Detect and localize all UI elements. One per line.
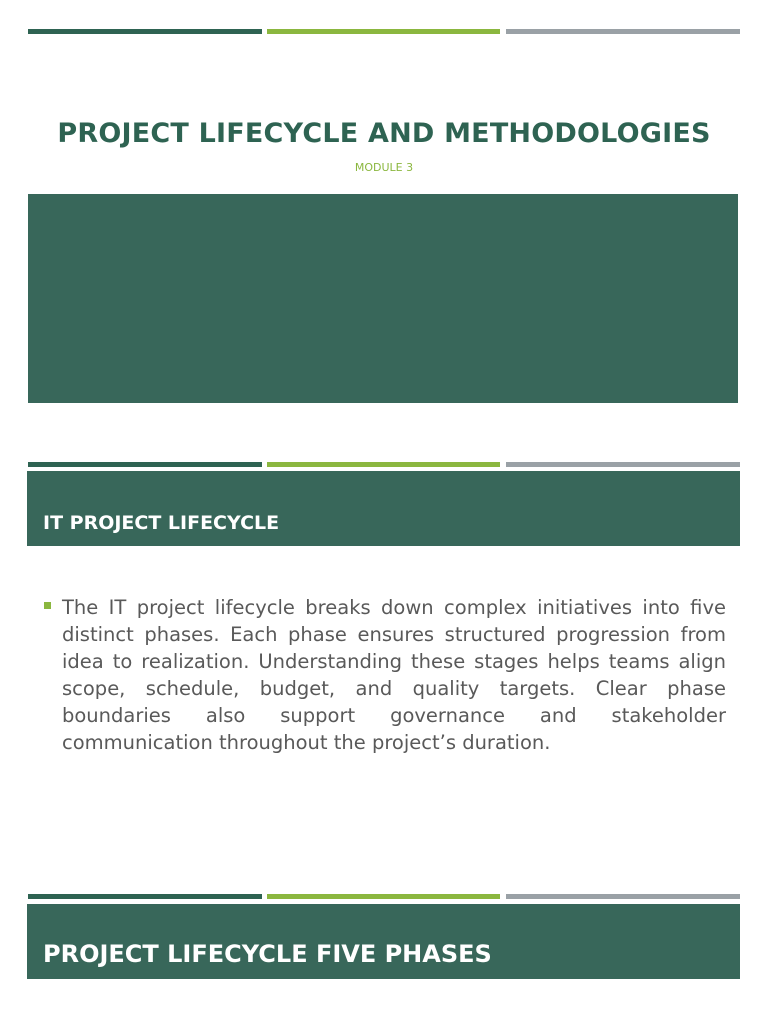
bullet-text: The IT project lifecycle breaks down complex initiatives into five distinct phases. Each phase ensures structured progression from idea to realization. Understanding these stages helps teams align scope, schedule, budget, and quality targets. Clear phase boundaries also support governance and stakeholder communication throughout the project’s duration. [62, 596, 726, 754]
slide-subtitle: MODULE 3 [354, 161, 414, 174]
heading-band [27, 471, 740, 546]
slide-heading: PROJECT LIFECYCLE FIVE PHASES [43, 940, 492, 968]
hero-image-placeholder [28, 194, 738, 403]
accent-stripe-dark-green [28, 894, 262, 899]
accent-stripe-dark-green [28, 29, 262, 34]
accent-stripes [28, 462, 740, 467]
accent-stripe-gray [506, 29, 740, 34]
accent-stripe-light-green [267, 462, 500, 467]
bullet-list [44, 594, 726, 756]
accent-stripes [28, 29, 740, 34]
bullet-square-icon [44, 602, 51, 609]
accent-stripe-dark-green [28, 462, 262, 467]
accent-stripe-light-green [267, 894, 500, 899]
accent-stripes [28, 894, 740, 899]
heading-band [27, 904, 740, 979]
accent-stripe-light-green [267, 29, 500, 34]
slide-heading: IT PROJECT LIFECYCLE [43, 512, 280, 534]
slide-title: PROJECT LIFECYCLE AND METHODOLOGIES [57, 118, 711, 149]
accent-stripe-gray [506, 462, 740, 467]
accent-stripe-gray [506, 894, 740, 899]
